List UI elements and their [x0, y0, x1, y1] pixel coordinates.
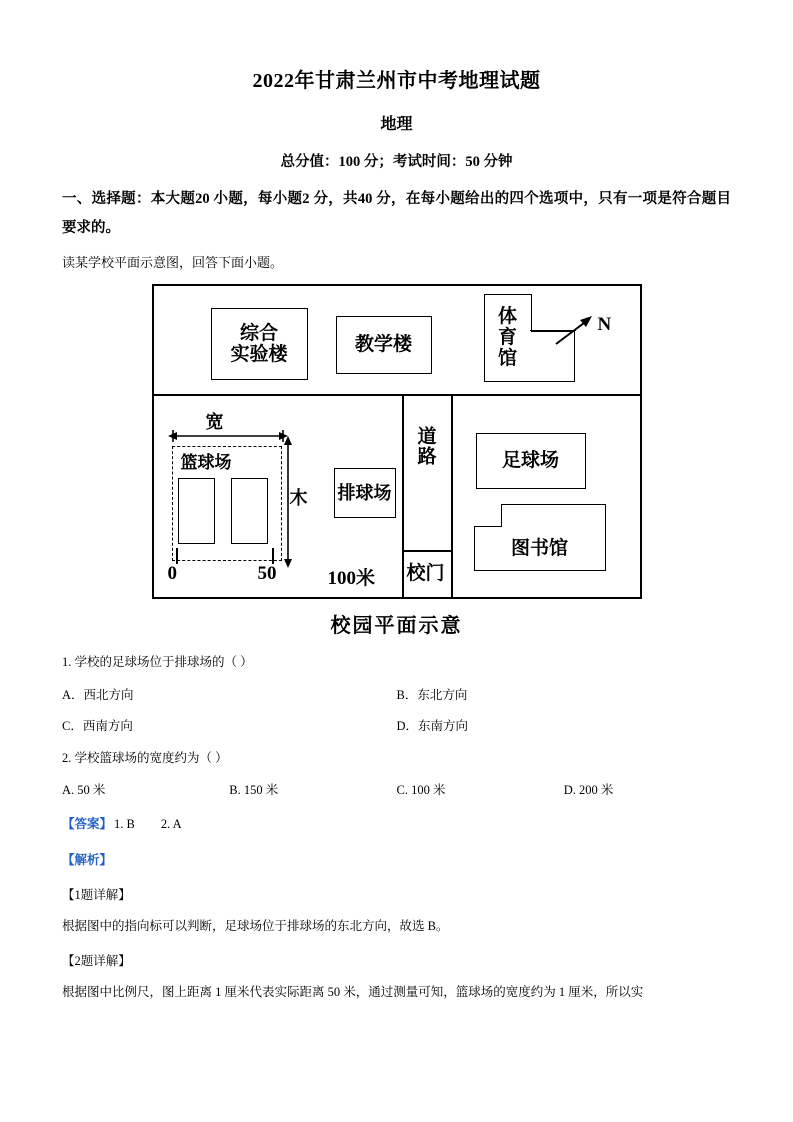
subject-title: 地理	[380, 116, 413, 133]
question-2-text: 学校篮球场的宽度约为（ ）	[74, 750, 228, 765]
question-1-stem	[62, 653, 731, 672]
building-library	[474, 526, 606, 571]
gate-top-line	[402, 550, 453, 552]
compass-icon	[552, 314, 598, 348]
scale-tick-50	[272, 548, 274, 564]
analysis-tag: 【解析】	[62, 853, 113, 868]
question-1-options-row-1	[62, 685, 731, 703]
width-arrow-icon	[168, 430, 288, 442]
question-1-option-d[interactable]: D．东南方向	[396, 718, 469, 733]
answer-line	[62, 814, 731, 834]
library-annex	[501, 504, 606, 527]
compass-north-label: N	[597, 313, 612, 335]
width-label: 宽	[205, 411, 224, 432]
analysis-1-head: 【1题详解】	[62, 888, 131, 903]
figure-caption: 校园平面示意	[330, 614, 463, 637]
basketball-court-1	[178, 478, 215, 544]
school-map	[152, 284, 642, 599]
building-gym-label: 体 育 馆	[497, 305, 517, 370]
question-1-text: 学校的足球场位于排球场的（ ）	[74, 654, 253, 669]
question-1-options-row-2	[62, 716, 731, 734]
answer-tag: 【答案】	[62, 817, 113, 832]
gate-label: 校门	[406, 562, 445, 584]
analysis-2-body: 根据图中比例尺，图上距离 1 厘米代表实际距离 50 米，通过测量可知，篮球场的宽度约为 1 厘米，所以实	[62, 985, 644, 1000]
height-label: 木	[289, 487, 308, 508]
question-2-number: 2.	[62, 750, 72, 765]
page-title: 2022年甘肃兰州市中考地理试题	[252, 70, 541, 92]
field-volleyball	[334, 468, 396, 518]
lead-text: 读某学校平面示意图，回答下面小题。	[62, 255, 284, 270]
building-teaching-label: 教学楼	[354, 334, 412, 356]
question-2-option-a[interactable]: A. 50 米	[62, 783, 106, 798]
scale-label-50: 50	[257, 562, 277, 584]
exam-meta: 总分值：100 分；考试时间：50 分钟	[280, 154, 513, 170]
scale-label-0: 0	[167, 562, 177, 584]
field-football	[476, 433, 586, 489]
road-label: 道路	[414, 425, 436, 466]
analysis-line	[62, 850, 731, 870]
question-2-option-c[interactable]: C. 100 米	[396, 783, 446, 798]
question-1-option-b[interactable]: B．东北方向	[396, 687, 468, 702]
question-2-stem	[62, 749, 731, 768]
height-arrow-icon	[282, 436, 294, 568]
road-left-edge	[402, 394, 404, 599]
building-library-label: 图书馆	[510, 537, 568, 559]
question-1-option-c[interactable]: C．西南方向	[62, 718, 133, 733]
figure	[62, 284, 731, 638]
map-divider	[154, 394, 640, 396]
section-heading: 一、选择题：本大题20 小题，每小题2 分，共40 分，在每小题给出的四个选项中，只有一项是符合题目要求的。	[62, 191, 731, 236]
field-basketball-label: 篮球场	[180, 452, 232, 472]
analysis-2-head: 【2题详解】	[62, 954, 131, 969]
question-1-option-a[interactable]: A．西北方向	[62, 687, 134, 702]
answer-item-2: 2. A	[160, 817, 182, 832]
building-lab-label: 综合 实验楼	[230, 322, 288, 365]
question-2-option-d[interactable]: D. 200 米	[563, 783, 614, 798]
answer-item-1: 1. B	[114, 817, 135, 832]
building-lab	[211, 308, 308, 380]
question-1-number: 1.	[62, 654, 72, 669]
field-football-label: 足球场	[501, 450, 559, 472]
question-2-option-b[interactable]: B. 150 米	[229, 783, 279, 798]
building-gym	[484, 294, 532, 382]
road-right-edge	[451, 394, 453, 599]
field-volleyball-label: 排球场	[337, 482, 392, 503]
analysis-1-body: 根据图中的指向标可以判断，足球场位于排球场的东北方向，故选 B。	[62, 919, 449, 934]
building-teaching	[336, 316, 432, 374]
scale-tick-0	[176, 548, 178, 564]
scale-label-100: 100米	[327, 567, 376, 589]
question-2-options-row	[62, 780, 731, 798]
basketball-court-2	[231, 478, 268, 544]
